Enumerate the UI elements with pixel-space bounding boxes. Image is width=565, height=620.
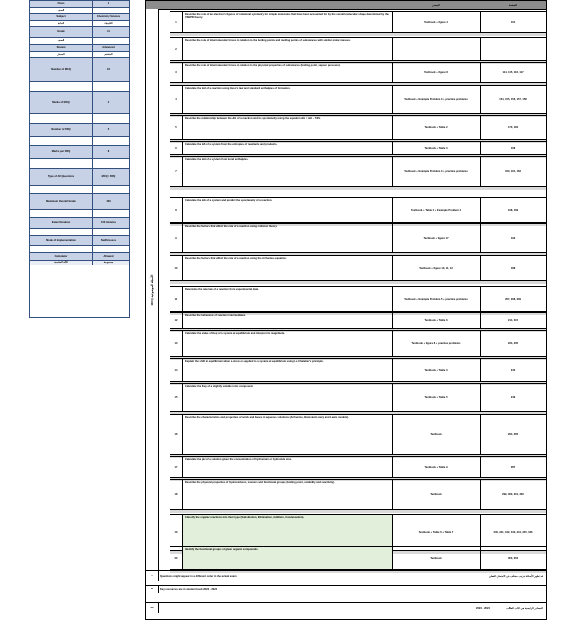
info-row — [30, 13, 129, 20]
info-value — [88, 186, 129, 193]
footer-note-row — [146, 602, 546, 613]
page-reference: 168, 169 — [507, 208, 519, 212]
question-number: 18 — [170, 480, 183, 509]
question-row — [170, 479, 546, 509]
info-value: 150 minutes — [101, 221, 116, 225]
page-reference: 242 — [510, 368, 516, 372]
info-label: الآلة الحاسبة — [30, 261, 93, 265]
info-label: الصف — [30, 8, 93, 13]
page-reference: 299, 300, 301, 302 — [502, 493, 524, 496]
info-label — [30, 137, 93, 145]
source-reference: Textbook + figure 4 — [392, 12, 481, 32]
page-reference: 340, 341, 342, 343, 344, 345, 346 — [493, 531, 533, 534]
info-value: Allowed — [103, 254, 114, 258]
footer-note: Key resources are in student book 2023 - 2024 — [160, 588, 218, 591]
info-row — [30, 228, 129, 235]
source-reference: Textbook + Example Problem 3 + practice problems — [392, 86, 481, 113]
info-row — [30, 0, 129, 7]
learning-outcome-text: Describe the role of an electron's figures of rotational symmetry for simple molecules that have been accounted for by the overall molecular shape determined by the VSEPR theory. — [183, 12, 393, 32]
source-reference: Textbook + Table 2 — [392, 116, 481, 139]
info-row — [30, 26, 129, 37]
info-row — [30, 252, 129, 260]
question-row — [170, 197, 546, 222]
info-value: 16 — [107, 67, 110, 71]
question-row — [170, 255, 546, 280]
learning-outcome-text: Calculate the pH of a solution given the concentration of hydronium or hydroxide ions. — [183, 457, 393, 477]
learning-outcome-text: Calculate the ΔH of a reaction using Hess's law and standard enthalpies of formation. — [183, 86, 393, 113]
mcq-group-label — [146, 9, 159, 570]
info-row — [30, 217, 129, 228]
source-reference: Textbook — [392, 547, 481, 569]
learning-outcome-text: Describe the factors that affect the rate of a reaction using collision theory. — [183, 224, 393, 252]
row-separator — [170, 509, 546, 513]
info-label: المسار — [30, 52, 93, 57]
exam-coverage-table — [145, 0, 547, 620]
learning-outcome-text: Describe the role of intermolecular forces in relation to the boiling points and melting points of substances with similar molar masses. — [183, 38, 393, 60]
info-value: MCQ / FRQ — [101, 175, 116, 179]
exam-info-panel — [29, 0, 130, 318]
info-row — [30, 91, 129, 113]
info-row — [30, 168, 129, 185]
question-row — [170, 141, 546, 154]
page-reference: 193 — [510, 236, 516, 240]
page-reference: 114, 115, 116, 117 — [502, 71, 524, 74]
question-row — [170, 330, 546, 356]
learning-outcome-text: Calculate the value of Keq of a system at equilibrium and interpret its magnitude. — [183, 331, 393, 356]
info-value: 11 — [107, 30, 110, 34]
question-row — [170, 62, 546, 82]
info-value: 100 — [106, 199, 111, 203]
info-label: Type of All Questions — [30, 169, 93, 185]
info-value — [88, 82, 129, 91]
page-reference: 154, 155, 156, 157, 158 — [499, 98, 527, 101]
page-reference: 287 — [510, 465, 516, 469]
info-value — [88, 159, 129, 168]
info-label: Mode of Implementation — [30, 236, 93, 245]
source-reference: Textbook + Table 6 + Table 7 — [392, 515, 481, 550]
question-number: 4 — [170, 86, 183, 113]
learning-outcome-text: Calculate the Ksp of a slightly soluble ionic compound. — [183, 384, 393, 411]
page-reference — [480, 38, 546, 60]
source-reference: Textbook + Example Problem 5 + practice problems — [392, 287, 481, 311]
info-label — [30, 210, 93, 217]
info-row — [30, 158, 129, 168]
table-header — [146, 1, 546, 10]
info-value: 8 — [107, 150, 110, 154]
info-row — [30, 193, 129, 209]
footer-marker: ** — [146, 586, 159, 593]
info-value: 4 — [107, 100, 110, 104]
info-row — [30, 185, 129, 193]
source-reference: Textbook + figure 8 — [392, 63, 481, 82]
info-label: Number of FRQ — [30, 124, 93, 136]
question-row — [170, 156, 546, 186]
source-reference: Textbook + Table 3 — [392, 142, 481, 154]
page-reference: 264, 265 — [507, 433, 519, 436]
info-label: Number of MCQ — [30, 58, 93, 81]
question-number: 2 — [170, 38, 183, 60]
info-label: المادة — [30, 21, 93, 26]
question-row — [170, 414, 546, 454]
page-reference: 234, 235 — [507, 342, 519, 345]
info-label: الصف — [30, 38, 93, 44]
info-value — [88, 114, 129, 123]
source-reference: Textbook + Table 4 + Example Problem 4 — [392, 198, 481, 222]
question-row — [170, 358, 546, 381]
source-reference — [392, 38, 481, 60]
question-row — [170, 383, 546, 411]
question-number: 15 — [170, 384, 183, 411]
learning-outcome-text: Describe the characteristics and properties of acids and bases in aqueous solutions (Arrhenius, Brønsted-Lowry and Lewis models). — [183, 415, 393, 454]
info-label — [30, 159, 93, 168]
info-label — [30, 82, 93, 91]
question-number: 10 — [170, 256, 183, 280]
row-separator — [170, 32, 546, 36]
info-label: Exam Duration — [30, 218, 93, 228]
learning-outcome-text: Describe the factors that affect the rate of a reaction using the Arrhenius equation. — [183, 256, 393, 280]
header-page: الصفحة — [508, 3, 518, 7]
page-reference: 214, 215 — [507, 319, 519, 322]
footer-note-arabic: قد تظهر الأسئلة بترتيب مختلف في الامتحان الفعلي — [488, 574, 543, 578]
question-number: 1 — [170, 12, 183, 32]
info-value — [88, 137, 129, 145]
header-source: المصدر — [432, 3, 440, 7]
info-label: Stream — [30, 45, 93, 51]
question-number: 20 — [170, 547, 183, 569]
page-reference: 160, 161, 162 — [505, 170, 521, 173]
info-label: Marks of MCQ — [30, 92, 93, 113]
question-number: 17 — [170, 457, 183, 477]
question-row — [170, 11, 546, 32]
info-row — [30, 145, 129, 158]
page-reference: 104 — [510, 20, 516, 24]
page-reference: 207, 208, 209 — [505, 297, 521, 301]
info-value: Chemistry Science — [96, 15, 121, 19]
learning-outcome-text: Describe the relationship between the ΔG of a reaction and its spontaneity using the equation ΔG = ΔH − TΔS. — [183, 116, 393, 139]
question-row — [170, 312, 546, 328]
row-separator — [170, 280, 546, 284]
info-row — [30, 209, 129, 217]
question-number: 13 — [170, 331, 183, 356]
info-label: Subject — [30, 14, 93, 20]
question-number: 5 — [170, 116, 183, 139]
question-number: 11 — [170, 287, 183, 311]
info-row — [30, 123, 129, 136]
question-row — [170, 37, 546, 60]
footer-year: 2023 - 2024 — [476, 606, 490, 610]
info-value: Advanced — [102, 46, 115, 50]
footer-marker: * — [146, 571, 159, 581]
page-reference: 108 — [510, 146, 516, 150]
info-label — [30, 186, 93, 193]
info-value: SwiftAssess — [100, 238, 117, 242]
question-number: 7 — [170, 157, 183, 186]
learning-outcome-text: Classify the organic reactions into their type (Substitution, Elimination, Addition, Condensation). — [183, 515, 393, 550]
page-reference: 246 — [510, 396, 516, 399]
question-number: 16 — [170, 415, 183, 454]
question-number: 14 — [170, 359, 183, 381]
question-number: 8 — [170, 198, 183, 222]
info-value — [88, 210, 129, 217]
source-reference: Textbook + Table 9 — [392, 457, 481, 477]
mcq-group-text: MCQ الأسئلة الموضوعية — [150, 274, 154, 305]
page-reference: 350, 352 — [507, 556, 519, 560]
page-reference: 170, 184 — [507, 126, 519, 129]
info-row — [30, 57, 129, 81]
question-number: 3 — [170, 63, 183, 82]
question-row — [170, 514, 546, 550]
info-row — [30, 37, 129, 44]
info-label: Calculator — [30, 253, 93, 260]
source-reference: Textbook + figure 17 — [392, 224, 481, 252]
info-row — [30, 113, 129, 123]
footer-marker: *** — [146, 603, 159, 613]
learning-outcome-text: Calculate the ΔH of a system from bond enthalpies. — [183, 157, 393, 186]
question-number: 19 — [170, 515, 183, 550]
learning-outcome-text: Determine the rate law of a reaction from experimental data. — [183, 287, 393, 311]
learning-outcome-text: Describe the behaviour of reaction intermediates. — [183, 313, 393, 328]
footer-note: Questions might appear in a different order in the actual exam — [160, 574, 237, 578]
info-label: Maximum Overall Grade — [30, 194, 93, 209]
source-reference: Textbook + Table 5 — [392, 384, 481, 411]
info-row — [30, 235, 129, 245]
question-row — [170, 115, 546, 139]
info-value: 1 — [107, 2, 110, 6]
header-question — [170, 1, 380, 9]
row-separator — [170, 186, 546, 190]
question-row — [170, 456, 546, 477]
question-number: 6 — [170, 142, 183, 154]
info-label: Marks per FRQ — [30, 146, 93, 158]
learning-outcome-text: Describe the role of intermolecular forces in relation to the physical properties of substances (boiling point, vapour pressure). — [183, 63, 393, 82]
learning-outcome-text: Calculate the ΔG of a system and predict the spontaneity of a reaction. — [183, 198, 393, 222]
page-reference: 188 — [510, 266, 516, 270]
question-row — [170, 85, 546, 113]
question-row — [170, 223, 546, 252]
source-reference: Textbook + Table 6 — [392, 313, 481, 328]
source-reference: Textbook + Table 3 — [392, 359, 481, 381]
question-row — [170, 286, 546, 311]
info-row — [30, 136, 129, 145]
info-row — [30, 44, 129, 51]
info-value: مسموحة — [103, 261, 114, 265]
footer-note-row — [146, 570, 546, 581]
footer-note-arabic: المصادر الرئيسية هي كتاب الطالب — [506, 606, 543, 610]
question-number: 9 — [170, 224, 183, 252]
info-row — [30, 260, 129, 265]
info-label: Class — [30, 1, 93, 7]
info-row — [30, 245, 129, 252]
source-reference: Textbook — [392, 415, 481, 454]
info-label: Grade — [30, 27, 93, 37]
question-row — [170, 546, 546, 569]
source-reference: Textbook + Example Problem 3 + practice problems — [392, 157, 481, 186]
info-row — [30, 81, 129, 91]
question-number: 12 — [170, 313, 183, 328]
info-value: المتقدم — [104, 52, 113, 56]
source-reference: Textbook — [392, 480, 481, 509]
source-reference: Textbook + figure 10, 11, 12 — [392, 256, 481, 280]
learning-outcome-text: Explain the shift in equilibrium when a stress is applied to a system at equilibrium using Le Chatelier's principle. — [183, 359, 393, 381]
source-reference: Textbook + figure 8 + practice problems — [392, 331, 481, 356]
learning-outcome-text: Calculate the ΔS of a system from the entropies of reactants and products. — [183, 142, 393, 154]
learning-outcome-text: Identify the functional groups of given organic compounds. — [183, 547, 393, 569]
info-value: 5 — [107, 128, 110, 132]
learning-outcome-text: Describe the physical properties of hydrocarbons, isomers and functional groups (boiling point, solubility and reactivity). — [183, 480, 393, 509]
info-label — [30, 114, 93, 123]
info-value: الكيمياء — [104, 21, 113, 25]
footer-note-row — [146, 585, 546, 593]
